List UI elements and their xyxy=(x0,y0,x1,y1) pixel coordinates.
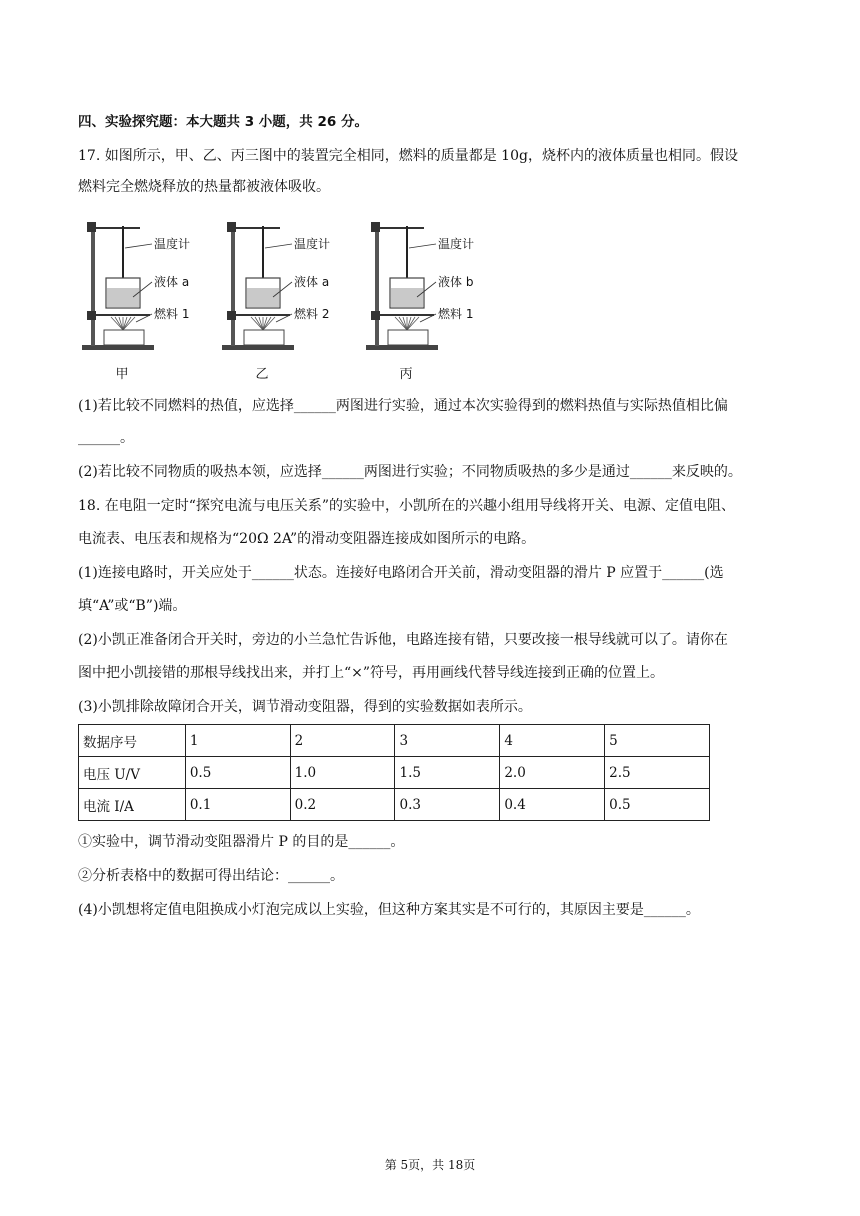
table-cell: 0.3 xyxy=(395,789,500,821)
leader-line xyxy=(125,244,152,248)
q18-part2-line1: (2)小凯正准备闭合开关时，旁边的小兰急忙告诉他，电路连接有错，只要改接一根导线就可以了。请你在 xyxy=(78,632,728,648)
liquid xyxy=(107,288,139,307)
q17-part1-line2: ______。 xyxy=(78,430,134,446)
label-fuel: 燃料 1 xyxy=(438,307,474,321)
table-cell: 3 xyxy=(395,725,500,757)
table-cell: 0.5 xyxy=(605,789,710,821)
clamp xyxy=(227,222,236,232)
q17-apparatus-figure xyxy=(78,206,478,386)
flame-line xyxy=(123,317,131,330)
label-liquid: 液体 b xyxy=(438,275,474,289)
q17-stem-line2: 燃料完全燃烧释放的热量都被液体吸收。 xyxy=(78,179,330,195)
section-title: 四、实验探究题：本大题共 3 小题，共 26 分。 xyxy=(78,114,368,130)
table-cell: 2 xyxy=(290,725,395,757)
label-liquid: 液体 a xyxy=(294,275,330,289)
q18-stem-line2: 电流表、电压表和规格为“20Ω 2A”的滑动变阻器连接成如图所示的电路。 xyxy=(78,531,536,547)
flame-line xyxy=(407,317,415,330)
label-thermometer: 温度计 xyxy=(294,237,331,251)
q18-part2-line2: 图中把小凯接错的那根导线找出来，并打上“×”符号，再用画线代替导线连接到正确的位置上。 xyxy=(78,665,665,681)
apparatus-diagram xyxy=(78,206,478,386)
label-fuel: 燃料 2 xyxy=(294,307,330,321)
table-cell: 4 xyxy=(500,725,605,757)
liquid xyxy=(247,288,279,307)
q17-part1-line1: (1)若比较不同燃料的热值，应选择______两图进行实验，通过本次实验得到的燃料热值与实际热值相比偏 xyxy=(78,398,728,414)
table-cell: 0.2 xyxy=(290,789,395,821)
table-cell: 数据序号 xyxy=(79,725,186,757)
stand-rod xyxy=(91,224,95,346)
clamp xyxy=(371,222,380,232)
q18-part3: (3)小凯排除故障闭合开关，调节滑动变阻器，得到的实验数据如表所示。 xyxy=(78,699,532,715)
stand-rod xyxy=(231,224,235,346)
table-cell: 0.4 xyxy=(500,789,605,821)
leader-line xyxy=(265,244,292,248)
panel-caption: 乙 xyxy=(255,367,269,382)
table-cell: 0.5 xyxy=(185,757,290,789)
panel-caption: 甲 xyxy=(115,367,129,382)
table-cell: 1 xyxy=(185,725,290,757)
label-thermometer: 温度计 xyxy=(438,237,475,251)
ring-clamp xyxy=(227,311,236,320)
table-cell: 电压 U/V xyxy=(79,757,186,789)
q18-part4: (4)小凯想将定值电阻换成小灯泡完成以上实验，但这种方案其实是不可行的，其原因主要是______。 xyxy=(78,902,700,918)
page-footer: 第 5页，共 18页 xyxy=(384,1158,476,1172)
stand-rod xyxy=(375,224,379,346)
q18-sub2: ②分析表格中的数据可得出结论：______。 xyxy=(78,868,344,884)
table-cell: 电流 I/A xyxy=(79,789,186,821)
label-fuel: 燃料 1 xyxy=(154,307,190,321)
q18-part1-line1: (1)连接电路时，开关应处于______状态。连接好电路闭合开关前，滑动变阻器的滑片 P 应置于______(选 xyxy=(78,565,724,581)
leader-line xyxy=(409,244,436,248)
fuel-container xyxy=(104,330,144,345)
q17-stem-line1: 17. 如图所示，甲、乙、丙三图中的装置完全相同，燃料的质量都是 10g，烧杯内的液体质量也相同。假设 xyxy=(78,148,738,164)
table-cell: 5 xyxy=(605,725,710,757)
flame-line xyxy=(115,317,123,330)
q18-sub1: ①实验中，调节滑动变阻器滑片 P 的目的是______。 xyxy=(78,834,405,850)
flame-line xyxy=(399,317,407,330)
ring-clamp xyxy=(87,311,96,320)
q18-stem-line1: 18. 在电阻一定时“探究电流与电压关系”的实验中，小凯所在的兴趣小组用导线将开关、电源、定值电阻、 xyxy=(78,498,736,514)
table-cell: 2.0 xyxy=(500,757,605,789)
ring-clamp xyxy=(371,311,380,320)
fuel-container xyxy=(388,330,428,345)
data-table xyxy=(78,724,710,821)
flame-line xyxy=(255,317,263,330)
table-cell: 1.0 xyxy=(290,757,395,789)
label-liquid: 液体 a xyxy=(154,275,190,289)
table-cell: 0.1 xyxy=(185,789,290,821)
table-cell: 1.5 xyxy=(395,757,500,789)
table-row xyxy=(79,725,710,757)
liquid xyxy=(391,288,423,307)
panel-caption: 丙 xyxy=(399,367,413,382)
fuel-container xyxy=(244,330,284,345)
label-thermometer: 温度计 xyxy=(154,237,191,251)
table-row xyxy=(79,757,710,789)
q18-part1-line2: 填“A”或“B”)端。 xyxy=(78,598,187,614)
flame-line xyxy=(263,317,271,330)
table-row xyxy=(79,789,710,821)
q17-part2: (2)若比较不同物质的吸热本领，应选择______两图进行实验；不同物质吸热的多少是通过______来反映的。 xyxy=(78,464,742,480)
clamp xyxy=(87,222,96,232)
table-cell: 2.5 xyxy=(605,757,710,789)
